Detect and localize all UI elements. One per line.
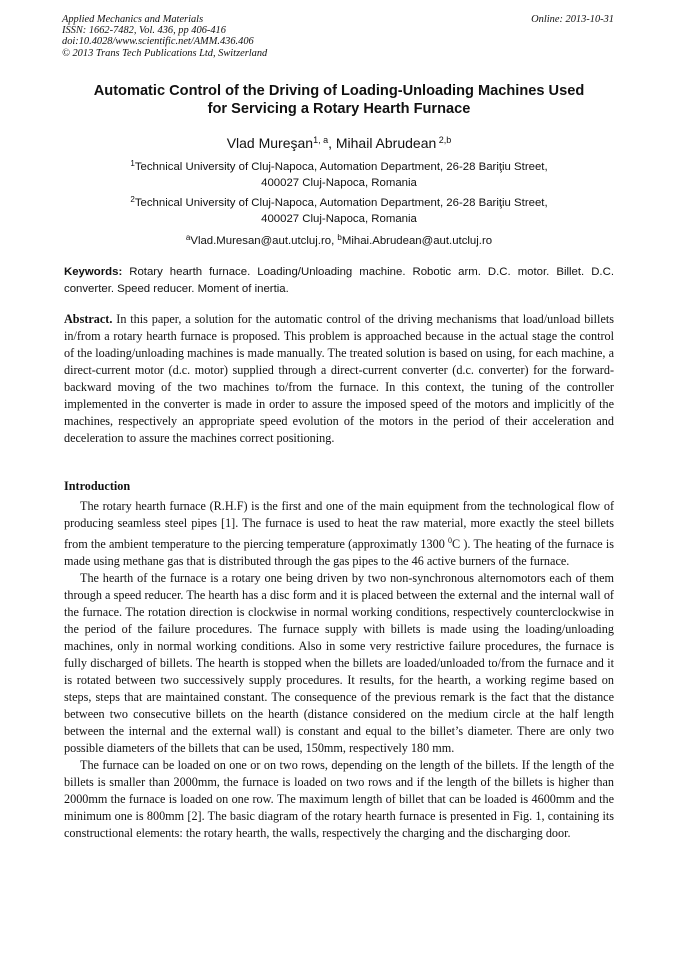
title-line-1: Automatic Control of the Driving of Loading-Unloading Machines Used xyxy=(93,83,585,99)
intro-paragraph-2: The hearth of the furnace is a rotary one being driven by two non-synchronous alternomotors each of them through a speed reducer. The hearth has a disc form and it is placed between the external and the internal wall of the furnace. The rotation direction is clockwise in normal working conditions, respectively counterclockwise in the period of the failure procedures. The furnace supply with billets is made using the loading/unloading machines, only in normal working conditions. Also in some very restrictive failure procedures, the furnace is fully discharged of billets. The hearth is stopped when the billets are loaded/unloaded to/from the furnace and it is rotated between two successively supply procedures. It results, for the hearth, a working regime based on steps, steps that are maintained constant. The consequence of the previous remark is the fact that the distance between two consecutive billets on the hearth (distance considered on the medium circle at the half length between the internal and the external wall) is constant and equal to the billet’s diameter. There are only two possible diameters of the billets that can be used, 150mm, respectively 180 mm. xyxy=(64,571,614,755)
issn-line: ISSN: 1662-7482, Vol. 436, pp 406-416 xyxy=(62,25,226,37)
intro-paragraph-1 xyxy=(64,498,614,570)
journal-header xyxy=(62,14,614,59)
affiliation-2 xyxy=(80,192,598,227)
keywords-label: Keywords: xyxy=(64,266,123,278)
affiliation-1 xyxy=(80,156,598,191)
paper-title xyxy=(40,82,638,118)
intro-paragraph-1-part-a: The rotary hearth furnace (R.H.F) is the first and one of the main equipment from the technological flow of producing seamless steel pipes [1]. The furnace is used to heat the raw material, more exactly the steel billets from the ambient temperature to the piercing temperature (approximatly 1300 xyxy=(64,499,614,551)
author-1: Vlad Mureşan xyxy=(226,135,314,151)
introduction-heading: Introduction xyxy=(64,479,131,493)
author-2-affil-marker: 2,b xyxy=(436,135,452,145)
affiliation-2-line-1: Technical University of Cluj-Napoca, Automation Department, 26-28 Bariţiu Street, xyxy=(134,197,548,209)
author-1-affil-marker: 1, a xyxy=(313,135,329,145)
abstract-text: In this paper, a solution for the automatic control of the driving mechanisms that load/unload billets in/from a rotary hearth furnace is proposed. This problem is approached because in the actual stage the control of the loading/unloading machines is made manually. The treated solution is based on using, for each machine, a direct-current motor (d.c. motor) supplied through a direct-current converter (d.c. converter) for the forward-backward moving of the two machines to/from the furnace. In this context, the tuning of the controller implemented in the converter is made in order to assure the imposed speed of the motors and implicitly of the machines, respectively an appropriate speed evolution of the motors in the period of their acceleration and deceleration to assure the machines correct positioning. xyxy=(64,312,614,445)
keywords-text: Rotary hearth furnace. Loading/Unloading machine. Robotic arm. D.C. motor. Billet. D.C. converter. Speed reducer. Moment of inertia. xyxy=(64,266,614,295)
abstract-label: Abstract. xyxy=(64,312,113,326)
affiliation-2-marker: 2 xyxy=(130,195,135,204)
abstract-block xyxy=(64,311,614,447)
intro-paragraph-3: The furnace can be loaded on one or on two rows, depending on the length of the billets. If the length of the billets is smaller than 2000mm, the furnace is loaded on two rows and if the length of the billets is higher than 2000mm the furnace is loaded on one row. The maximum length of billet that can be loaded is 4600mm and the minimum one is 800mm [2]. The basic diagram of the rotary hearth furnace is presented in Fig. 1, containing its constructional elements: the rotary hearth, the walls, respectively the charging and the discharging door. xyxy=(64,758,614,840)
affiliation-1-marker: 1 xyxy=(130,159,135,168)
author-2: Mihail Abrudean xyxy=(335,135,437,151)
email-b[interactable]: Mihai.Abrudean@aut.utcluj.ro xyxy=(341,235,493,247)
keywords-block xyxy=(64,264,614,297)
title-line-2: for Servicing a Rotary Hearth Furnace xyxy=(207,101,471,117)
author-list xyxy=(40,132,638,151)
author-emails xyxy=(80,230,598,249)
affiliation-2-line-2: 400027 Cluj-Napoca, Romania xyxy=(261,213,417,225)
intro-paragraph-1-part-b: C ). The heating of the furnace is made using methane gas that is distributed through the gas pipes to the 46 active burners of the furnace. xyxy=(64,537,614,568)
author-separator: , xyxy=(328,135,336,151)
email-a[interactable]: Vlad.Muresan@aut.utcluj.ro, xyxy=(190,235,338,247)
introduction-body xyxy=(64,498,614,842)
email-b-marker: b xyxy=(337,233,342,242)
degree-superscript: 0 xyxy=(448,536,453,545)
journal-name: Applied Mechanics and Materials xyxy=(62,14,204,25)
affiliation-1-line-2: 400027 Cluj-Napoca, Romania xyxy=(261,177,417,189)
doi-line: doi:10.4028/www.scientific.net/AMM.436.406 xyxy=(62,36,254,48)
email-a-marker: a xyxy=(185,233,191,242)
affiliation-1-line-1: Technical University of Cluj-Napoca, Automation Department, 26-28 Bariţiu Street, xyxy=(134,161,548,173)
online-date: Online: 2013-10-31 xyxy=(531,14,614,25)
copyright-line: © 2013 Trans Tech Publications Ltd, Switzerland xyxy=(62,47,268,59)
